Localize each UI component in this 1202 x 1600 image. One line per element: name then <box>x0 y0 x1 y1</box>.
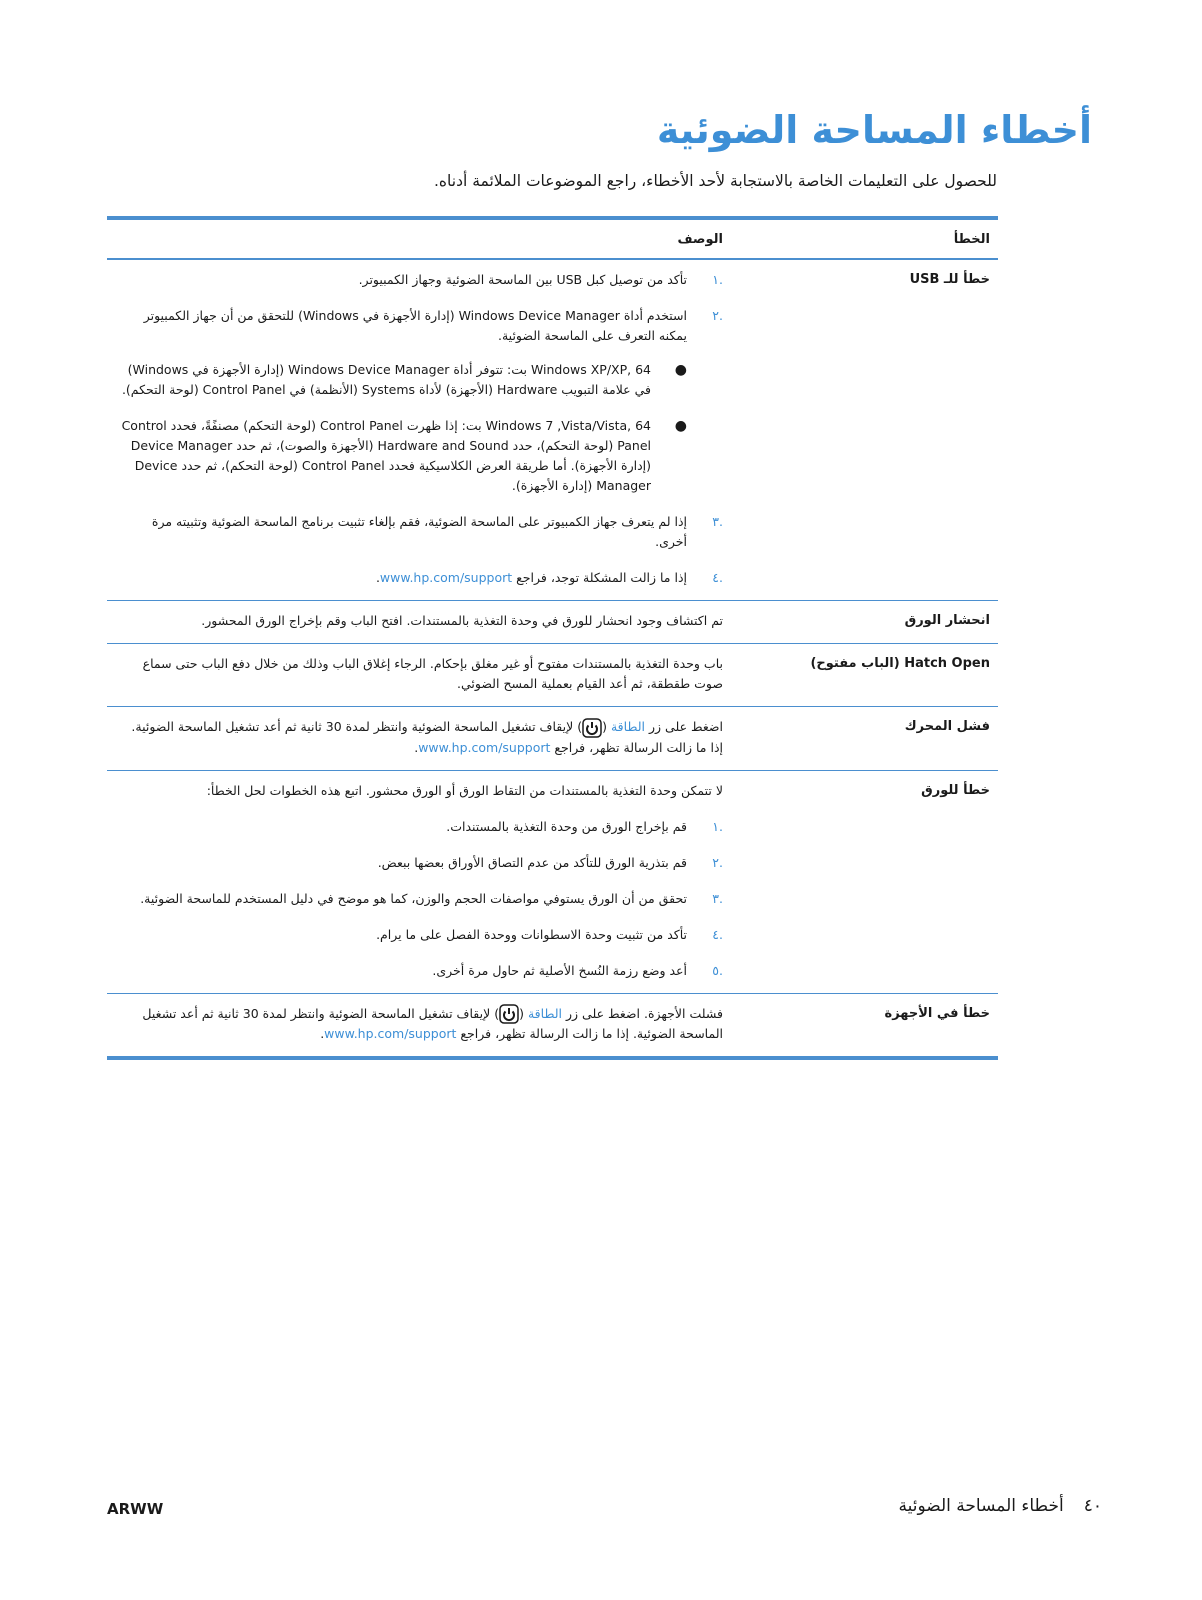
solution-text: لإيقاف تشغيل الماسحة الضوئية وانتظر لمدة 30 ثانية ثم أعد تشغيل الماسحة الضوئية. إذا ما زالت الرسالة تظهر، فراجع <box>131 719 723 755</box>
solution-text-suffix: . <box>320 1026 325 1041</box>
list-item <box>117 961 723 981</box>
footer-locale: ARWW <box>107 1500 164 1518</box>
list-item <box>117 925 723 945</box>
page-title: أخطاء المساحة الضوئية <box>656 108 1092 152</box>
list-item <box>117 568 723 588</box>
footer-section-title: أخطاء المساحة الضوئية <box>898 1496 1064 1516</box>
step-number: .٣ <box>712 890 723 906</box>
step-text: قم بإخراج الورق من وحدة التغذية بالمستندات. <box>446 818 687 834</box>
table-row <box>107 260 998 601</box>
list-item <box>117 853 723 873</box>
bullet-item <box>117 416 687 496</box>
bullet-text: Windows XP/XP, 64 بت: تتوفر أداة Windows Device Manager (إدارة الأجهزة في Windows) في علامة التبويب Hardware (الأجهزة) لأداة Systems (الأنظمة) في Control Panel (لوحة التحكم). <box>121 362 651 397</box>
support-link[interactable]: www.hp.com/support <box>418 739 551 755</box>
solution-text: لإيقاف تشغيل الماسحة الضوئية وانتظر لمدة 30 ثانية ثم أعد تشغيل الماسحة الضوئية. إذا ما زالت الرسالة تظهر، فراجع <box>142 1005 723 1041</box>
list-item <box>117 889 723 909</box>
step-text: تأكد من تثبيت وحدة الاسطوانات ووحدة الفصل على ما يرام. <box>376 926 687 942</box>
solution-text-suffix: . <box>414 739 419 755</box>
page-number: ٤٠ <box>1083 1496 1102 1516</box>
bullet-item <box>117 360 687 400</box>
step-number: .١ <box>712 272 723 287</box>
bullet-text: Windows 7 ,Vista/Vista, 64 بت: إذا ظهرت Control Panel (لوحة التحكم) مصنفًةً، فحدد Control Panel (لوحة التحكم)، حدد Hardware and Sound (الأجهزة والصوت)، ثم حدد Device Manager (إدارة الأجهزة). أما طريقة العرض الكلاسيكية فحدد Control Panel (لوحة التحكم)، ثم حدد Device Manager (إدارة الأجهزة). <box>121 418 651 493</box>
intro-text: للحصول على التعليمات الخاصة بالاستجابة لأحد الأخطاء، راجع الموضوعات الملائمة أدناه. <box>433 172 997 190</box>
solution-usb <box>107 270 723 588</box>
power-key-label: الطاقة <box>610 719 645 734</box>
step-text: قم بتذرية الورق للتأكد من عدم التصاق الأوراق بعضها ببعض. <box>377 854 687 870</box>
power-icon <box>499 1004 519 1024</box>
step-text: تحقق من أن الورق يستوفي مواصفات الحجم والوزن، كما هو موضح في دليل المستخدم للماسحة الضوئية. <box>140 890 687 906</box>
bullet-icon: ● <box>674 418 687 434</box>
footer-page <box>878 1496 1102 1516</box>
table-row <box>107 707 998 771</box>
list-item <box>117 306 723 496</box>
step-text: إذا ما زالت المشكلة توجد، فراجع <box>512 570 687 585</box>
list-item <box>117 512 723 552</box>
solution-jam: تم اكتشاف وجود انحشار للورق في وحدة التغذية بالمستندات. افتح الباب وقم بإخراج الورق المحشور. <box>201 613 723 628</box>
bullet-icon: ● <box>674 362 687 378</box>
solution-hatch-open: باب وحدة التغذية بالمستندات مفتوح أو غير مغلق بإحكام. الرجاء إغلاق الباب وذلك من خلال دفع الباب حتى سماع صوت طقطقة، ثم أعد القيام بعملية المسح الضوئي. <box>142 656 723 691</box>
solution-device: فشلت الأجهزة. اضغط على زر الطاقة () لإيقاف تشغيل الماسحة الضوئية وانتظر لمدة 30 ثانية ثم أعد تشغيل الماسحة الضوئية. إذا ما زالت الرسالة تظهر، فراجع www.hp.com/support. <box>142 1005 723 1041</box>
step-number: .٣ <box>712 514 723 529</box>
error-jam: انحشار الورق <box>904 613 990 628</box>
step-number: .٥ <box>712 962 723 978</box>
step-text: أعد وضع رزمة النُسخ الأصلية ثم حاول مرة أخرى. <box>432 962 687 978</box>
table-header <box>107 220 998 260</box>
header-error: الخطأ <box>953 231 990 247</box>
step-text: تأكد من توصيل كبل USB بين الماسحة الضوئية وجهاز الكمبيوتر. <box>358 272 687 287</box>
table-row <box>107 644 998 707</box>
power-icon <box>582 718 602 738</box>
power-key-label: الطاقة <box>527 1005 562 1021</box>
step-number: .٤ <box>712 926 723 942</box>
error-usb: خطأ للـ USB <box>909 272 990 287</box>
solution-text: اضغط على زر <box>645 719 723 734</box>
solution-text: فشلت الأجهزة. اضغط على زر <box>562 1005 723 1021</box>
step-number: .٢ <box>712 854 723 870</box>
step-number: .٤ <box>712 570 723 585</box>
error-motor: فشل المحرك <box>904 719 990 734</box>
step-text-suffix: . <box>375 570 380 585</box>
error-paper: خطأ للورق <box>921 782 990 798</box>
table-row <box>107 994 998 1057</box>
step-text: إذا لم يتعرف جهاز الكمبيوتر على الماسحة الضوئية، فقم بإلغاء تثبيت برنامج الماسحة الضوئية وتثبيته مرة أخرى. <box>151 514 687 549</box>
header-solution: الوصف <box>677 231 723 247</box>
list-item <box>117 817 723 837</box>
support-link[interactable]: www.hp.com/support <box>324 1026 457 1041</box>
solution-paper: لا تتمكن وحدة التغذية بالمستندات من التقاط الورق أو الورق محشور. اتبع هذه الخطوات لحل الخطأ: <box>206 782 723 798</box>
error-hatch-open: Hatch Open (الباب مفتوح) <box>810 656 990 671</box>
step-number: .١ <box>712 818 723 834</box>
support-link[interactable]: www.hp.com/support <box>379 570 513 585</box>
list-item <box>117 270 723 290</box>
step-number: .٢ <box>712 308 723 323</box>
step-text: استخدم أداة Windows Device Manager (إدارة الأجهزة في Windows) للتحقق من أن جهاز الكمبيوتر يمكنه التعرف على الماسحة الضوئية. <box>143 308 687 343</box>
table-row <box>107 601 998 644</box>
table-row <box>107 771 998 994</box>
error-device: خطأ في الأجهزة <box>884 1005 990 1021</box>
errors-table <box>107 216 998 1060</box>
solution-motor: اضغط على زر الطاقة () لإيقاف تشغيل الماسحة الضوئية وانتظر لمدة 30 ثانية ثم أعد تشغيل الماسحة الضوئية. إذا ما زالت الرسالة تظهر، فراجع www.hp.com/support. <box>131 719 723 755</box>
